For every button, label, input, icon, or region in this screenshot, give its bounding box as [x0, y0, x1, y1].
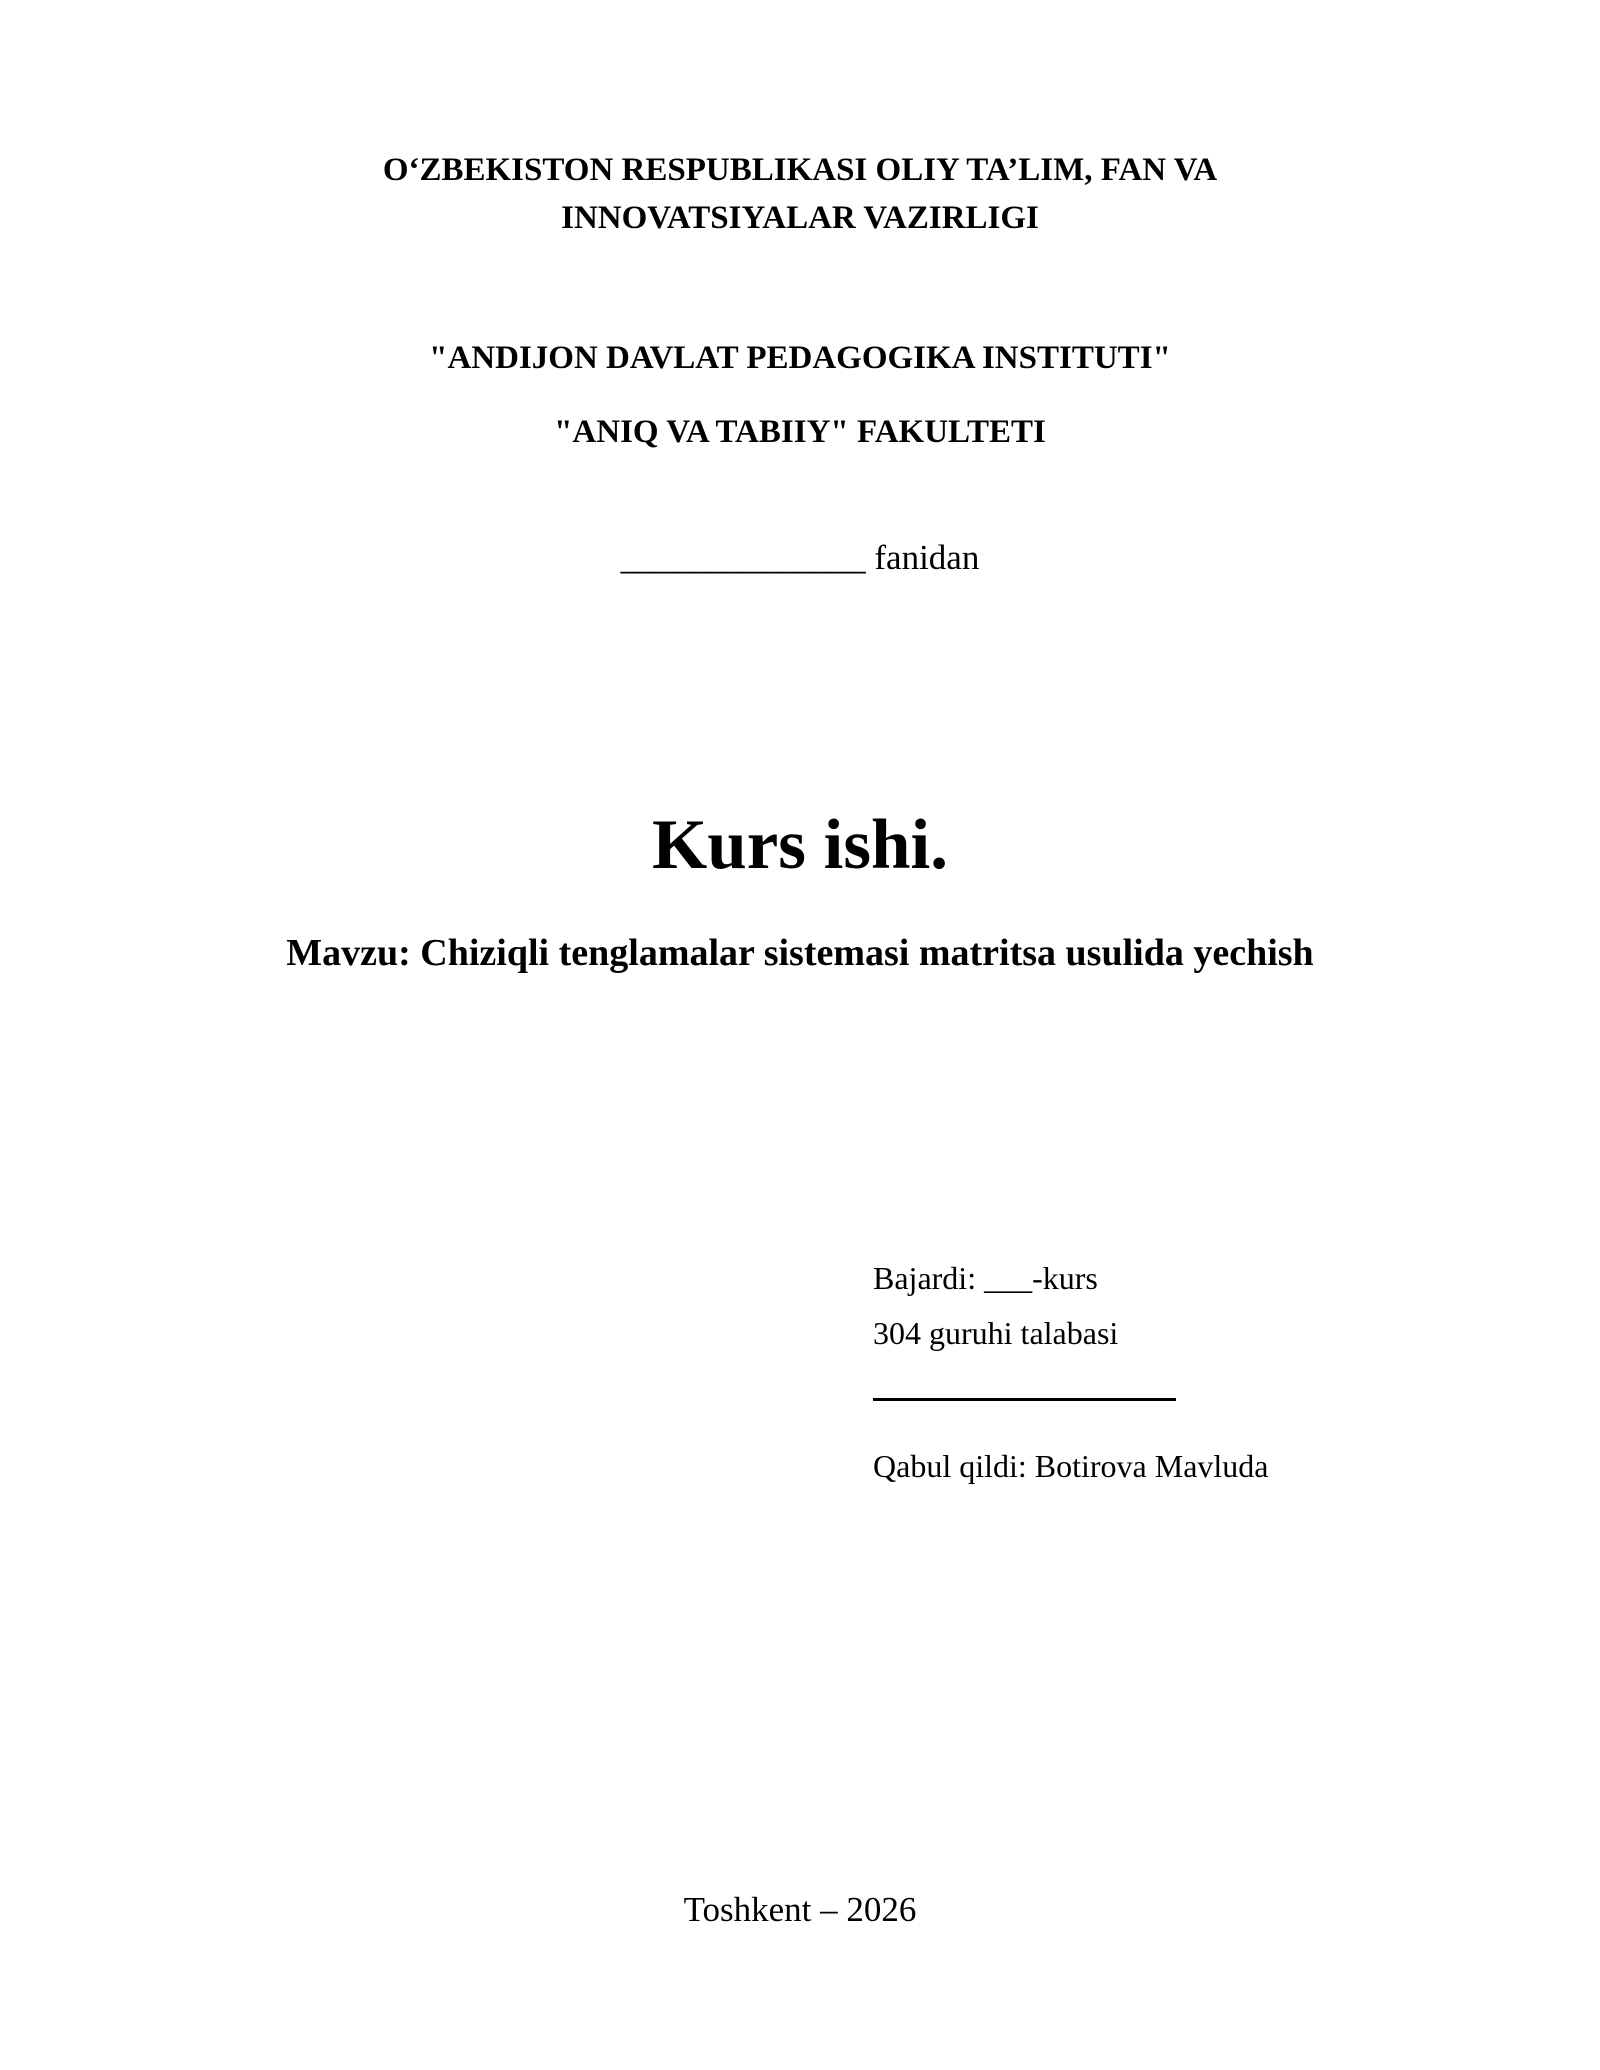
accepted-by-line: Qabul qildi: Botirova Mavluda — [873, 1448, 1269, 1484]
ministry-heading — [0, 146, 1600, 242]
ministry-line-1: O‘ZBEKISTON RESPUBLIKASI OLIY TA’LIM, FAN VA — [382, 152, 1218, 188]
student-name-blank-line — [873, 1398, 1176, 1401]
document-title: Kurs ishi. — [652, 806, 948, 884]
faculty-name: "ANIQ VA TABIIY" FAKULTETI — [554, 414, 1046, 450]
ministry-line-2: INNOVATSIYALAR VAZIRLIGI — [561, 200, 1039, 236]
subject-line: ______________ fanidan — [620, 538, 980, 577]
institute-name: "ANDIJON DAVLAT PEDAGOGIKA INSTITUTI" — [429, 340, 1171, 376]
done-by-line: Bajardi: ___-kurs — [873, 1260, 1098, 1296]
city-year: Toshkent – 2026 — [683, 1890, 917, 1929]
group-line: 304 guruhi talabasi — [873, 1315, 1119, 1351]
topic-line: Mavzu: Chiziqli tenglamalar sistemasi matritsa usulida yechish — [286, 932, 1314, 974]
